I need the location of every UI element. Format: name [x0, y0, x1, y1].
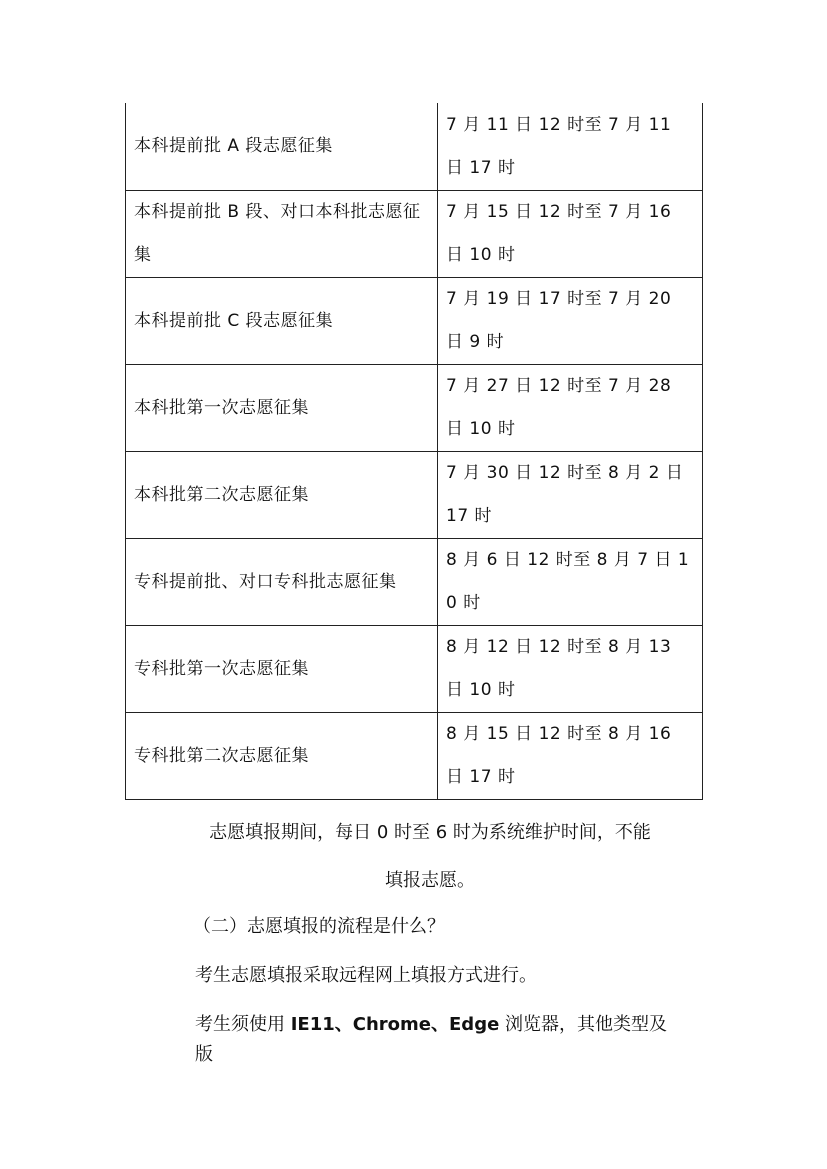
- maintenance-note-line1: 志愿填报期间，每日 0 时至 6 时为系统维护时间，不能: [209, 822, 651, 843]
- batch-name: 专科批第二次志愿征集: [126, 713, 438, 800]
- batch-name: 本科提前批 C 段志愿征集: [126, 278, 438, 365]
- table-row: [126, 539, 703, 626]
- batch-period: 7 月 15 日 12 时至 7 月 16 日 10 时: [438, 191, 703, 278]
- browser-text-suffix: 浏览器，其他类型及版: [195, 1014, 668, 1065]
- table-row: [126, 103, 703, 191]
- batch-period: 7 月 27 日 12 时至 7 月 28 日 10 时: [438, 365, 703, 452]
- section-heading: （二）志愿填报的流程是什么？: [193, 916, 445, 937]
- batch-period: 8 月 12 日 12 时至 8 月 13 日 10 时: [438, 626, 703, 713]
- batch-name: 本科批第一次志愿征集: [126, 365, 438, 452]
- batch-name: 专科批第一次志愿征集: [126, 626, 438, 713]
- browser-requirement-paragraph: [195, 1010, 675, 1070]
- table-row: [126, 191, 703, 278]
- batch-period: 8 月 6 日 12 时至 8 月 7 日 10 时: [438, 539, 703, 626]
- batch-period: 8 月 15 日 12 时至 8 月 16 日 17 时: [438, 713, 703, 800]
- batch-name: 专科提前批、对口专科批志愿征集: [126, 539, 438, 626]
- table-row: [126, 626, 703, 713]
- batch-period: 7 月 30 日 12 时至 8 月 2 日 17 时: [438, 452, 703, 539]
- table-row: [126, 278, 703, 365]
- volunteer-schedule-table: [125, 103, 703, 800]
- batch-period: 7 月 11 日 12 时至 7 月 11 日 17 时: [438, 103, 703, 191]
- body-paragraph: 考生志愿填报采取远程网上填报方式进行。: [195, 965, 537, 986]
- table-row: [126, 452, 703, 539]
- table-row: [126, 365, 703, 452]
- batch-name: 本科批第二次志愿征集: [126, 452, 438, 539]
- batch-name: 本科提前批 B 段、对口本科批志愿征集: [126, 191, 438, 278]
- table-row: [126, 713, 703, 800]
- maintenance-note-line2: 填报志愿。: [385, 870, 475, 891]
- browser-text-prefix: 考生须使用: [195, 1014, 291, 1035]
- browser-list: IE11、Chrome、Edge: [290, 1014, 500, 1035]
- batch-period: 7 月 19 日 17 时至 7 月 20 日 9 时: [438, 278, 703, 365]
- batch-name: 本科提前批 A 段志愿征集: [126, 103, 438, 191]
